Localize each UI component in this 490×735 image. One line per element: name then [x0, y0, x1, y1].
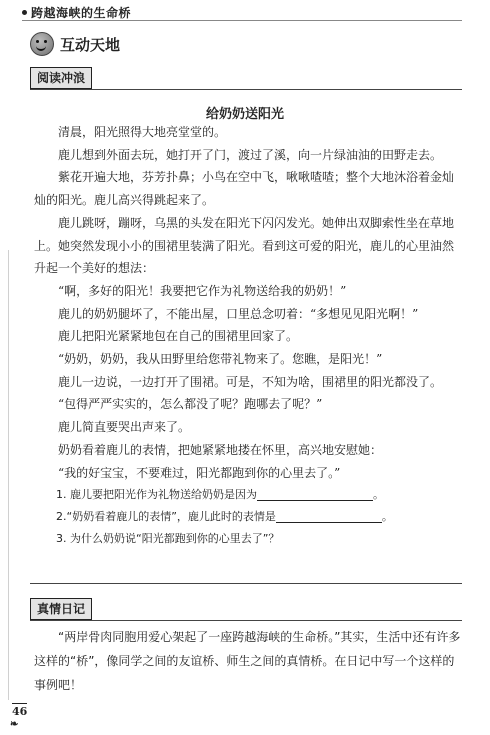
- section-title: 互动天地: [60, 35, 121, 54]
- diary-tab-label: 真情日记: [30, 598, 92, 620]
- question-text: 1. 鹿儿要把阳光作为礼物送给奶奶是因为: [56, 488, 257, 502]
- page-number: 46: [12, 705, 28, 718]
- story-paragraph: 鹿儿把阳光紧紧地包在自己的围裙里回家了。: [58, 329, 299, 344]
- story-paragraph: “奶奶，奶奶，我从田野里给您带礼物来了。您瞧，是阳光！”: [58, 352, 383, 367]
- reading-tab-divider: [30, 89, 462, 90]
- story-paragraph: 鹿儿一边说，一边打开了围裙。可是，不知为啥，围裙里的阳光都没了。: [58, 374, 443, 389]
- story-paragraph: 鹿儿想到外面去玩，她打开了门，渡过了溪，向一片绿油油的田野走去。: [58, 147, 443, 162]
- reading-tab-label: 阅读冲浪: [30, 67, 92, 89]
- bullet-dot-icon: [22, 10, 27, 15]
- page-ornament-icon: ❧: [10, 719, 19, 730]
- margin-line: [8, 250, 9, 700]
- diary-prompt: “两岸骨肉同胞用爱心架起了一座跨越海峡的生命桥。”其实，生活中还有许多这样的“桥”，像同学之间的友谊桥、师生之间的真情桥。在日记中写一个这样的事例吧！: [34, 630, 461, 692]
- story-paragraph: “啊，多好的阳光！我要把它作为礼物送给我的奶奶！”: [58, 283, 347, 298]
- story-paragraph: 鹿儿简直要哭出声来了。: [58, 420, 191, 435]
- question-text: 2.“奶奶看着鹿儿的表情”，鹿儿此时的表情是: [56, 510, 276, 524]
- smiley-face-icon: [30, 32, 54, 56]
- story-paragraph: “包得严严实实的，怎么都没了呢？跑哪去了呢？”: [58, 397, 323, 412]
- story-title: 给奶奶送阳光: [205, 107, 284, 122]
- question-3: [34, 528, 462, 550]
- story-paragraph: 紫花开遍大地，芬芳扑鼻；小鸟在空中飞，啾啾喳喳；整个大地沐浴着金灿灿的阳光。鹿儿高兴得跳起来了。: [34, 170, 455, 208]
- question-2: [34, 506, 462, 528]
- story-paragraph: 鹿儿跳呀，蹦呀，乌黑的头发在阳光下闪闪发光。她伸出双脚索性坐在草地上。她突然发现小小的围裙里装满了阳光。看到这可爱的阳光，鹿儿的心里油然升起一个美好的想法：: [34, 215, 455, 276]
- question-text: 3. 为什么奶奶说“阳光都跑到你的心里去了”？: [56, 532, 280, 546]
- book-title: 跨越海峡的生命桥: [31, 5, 132, 20]
- story-paragraph: 鹿儿的奶奶腿坏了，不能出屋，口里总念叨着：“多想见见阳光啊！”: [58, 306, 419, 321]
- answer-line[interactable]: [30, 583, 462, 584]
- story-paragraph: “我的好宝宝，不要难过，阳光都跑到你的心里去了。”: [58, 465, 341, 480]
- question-tail: 。: [381, 510, 393, 524]
- question-1: [34, 484, 462, 506]
- header-divider: [22, 20, 462, 21]
- story-paragraph: 清晨，阳光照得大地亮堂堂的。: [58, 125, 227, 139]
- running-header: [22, 4, 142, 20]
- question-tail: 。: [373, 488, 384, 502]
- story-body: [34, 121, 462, 550]
- section-heading: [30, 32, 120, 56]
- story-paragraph: 奶奶看着鹿儿的表情，把她紧紧地搂在怀里，高兴地安慰她：: [58, 442, 383, 457]
- answer-blank[interactable]: [257, 490, 373, 501]
- answer-blank[interactable]: [276, 512, 382, 523]
- diary-tab-divider: [30, 620, 462, 621]
